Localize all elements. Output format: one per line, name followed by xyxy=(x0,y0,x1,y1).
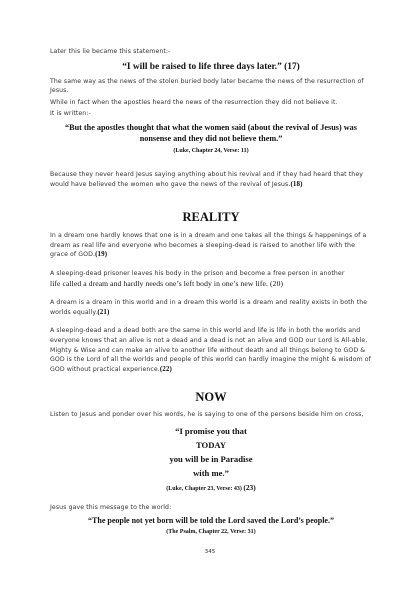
promise-line-1: “I promise you that xyxy=(175,425,247,436)
page-number: 345 xyxy=(204,549,216,555)
quote-apostles-nonsense: “But the apostles thought that what the women said (about the revival of Jesus) was nonsense and they did not believe them.” xyxy=(65,122,357,143)
reference-number-18: (18) xyxy=(290,179,303,188)
paragraph-apostles-disbelief: While in fact when the apostles heard the news of the resurrection they did not believe it. xyxy=(50,98,338,106)
written-label: It is written:- xyxy=(50,110,91,118)
paragraph-stolen-body: The same way as the news of the stolen buried body later became the news of the resurrection of Jesus. xyxy=(50,77,364,95)
reference-number-23: (23) xyxy=(243,482,256,492)
reference-number-19: (19) xyxy=(95,250,108,259)
quote-psalm: “The people not yet born will be told the Lord saved the Lord’s people.” xyxy=(88,516,334,526)
reference-number-22: (22) xyxy=(159,364,172,373)
paragraph-sleeping-dead xyxy=(50,326,372,374)
quote-raised-three-days: “I will be raised to life three days later.” (17) xyxy=(122,61,300,72)
paragraph-dream-text: In a dream one hardly knows that one is in a dream and one takes all the things & happenings of a dream as real life and everyone who becomes a sleeping-dead is raised to another life with the grace of GOD. xyxy=(50,232,367,259)
heading-now: NOW xyxy=(195,390,227,405)
paragraph-dream xyxy=(50,231,372,260)
page-content xyxy=(50,47,372,537)
paragraph-never-heard xyxy=(50,170,372,189)
paragraph-dream-worlds-text: A dream is a dream in this world and in a dream this world is a dream and reality exists in both the worlds equally. xyxy=(50,299,368,316)
paragraph-prisoner-text-b: life called a dream and hardly needs one’s left body in one’s new life. xyxy=(50,278,268,288)
paragraph-message: Jesus gave this message to the world: xyxy=(50,503,172,511)
intro-line: Later this lie became this statement:- xyxy=(50,48,171,55)
paragraph-prisoner-text-a: A sleeping-dead prisoner leaves his body in the prison and become a free person in another xyxy=(50,269,345,277)
paragraph-dream-worlds xyxy=(50,298,372,317)
citation-luke-23-43 xyxy=(50,483,372,494)
paragraph-prisoner xyxy=(50,269,372,289)
paragraph-listen-jesus: Listen to Jesus and ponder over his words, he is saying to one of the persons beside him on cross, xyxy=(50,411,364,419)
citation-psalm-22-31: (The Psalm, Chapter 22, Verse: 31) xyxy=(166,529,256,536)
promise-line-3: you will be in Paradise xyxy=(169,453,253,464)
promise-line-4: with me.” xyxy=(193,467,229,478)
paragraph-sleeping-dead-text: A sleeping-dead and a dead both are the same in this world and life is life in both the worlds and everyone knows that an alive is not a dead and a dead is not an alive and GOD our Lord is All-able, Mighty & Wise and can make an alive to another life without death and all things belong to GOD & GOD is the Lord of all the worlds and people of this world can hardly imagine the might & wisdom of GOD without practical experience. xyxy=(50,327,371,373)
citation-luke-23-43-text: (Luke, Chapter 23, Verse: 43) xyxy=(166,485,242,492)
reference-number-21: (21) xyxy=(97,307,110,316)
paragraph-never-heard-text: Because they never heard Jesus saying anything about his revival and if they had heard that they would have believed the women who gave the news of the revival of Jesus. xyxy=(50,170,363,188)
reference-number-20: (20) xyxy=(270,278,284,288)
citation-luke-24-11: (Luke, Chapter 24, Verse: 11) xyxy=(173,147,249,154)
promise-line-2: TODAY xyxy=(195,439,227,450)
heading-reality: REALITY xyxy=(182,210,240,225)
